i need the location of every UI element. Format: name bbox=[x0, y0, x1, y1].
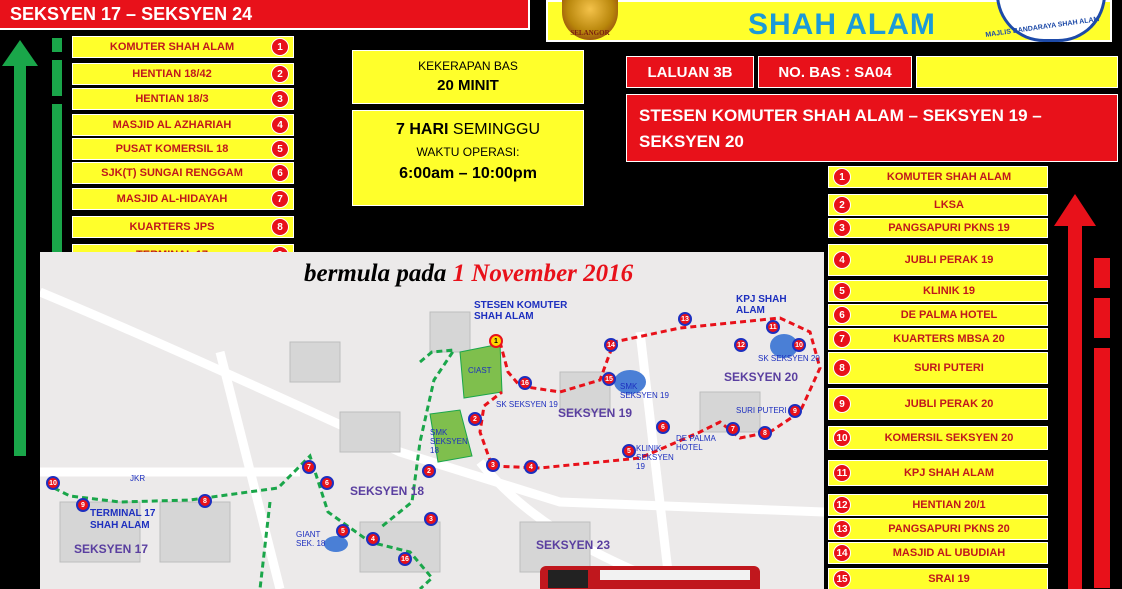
stop-number-badge: 7 bbox=[833, 330, 851, 348]
hours-value: 6:00am – 10:00pm bbox=[399, 165, 537, 182]
left-stop-item[interactable] bbox=[72, 188, 294, 210]
right-stop-item[interactable] bbox=[828, 166, 1048, 188]
label-klinik-19: KLINIK SEKSYEN 19 bbox=[636, 444, 674, 471]
frequency-value: 20 MINIT bbox=[437, 77, 499, 94]
right-stop-item[interactable] bbox=[828, 304, 1048, 326]
stop-number-badge: 3 bbox=[271, 90, 289, 108]
stop-name: PANGSAPURI PKNS 19 bbox=[888, 222, 1010, 234]
map-stop-marker[interactable]: 8 bbox=[198, 494, 212, 508]
start-prefix: bermula pada bbox=[304, 260, 447, 287]
upward-direction-arrow-icon bbox=[0, 38, 40, 458]
stop-name: LKSA bbox=[934, 199, 964, 211]
right-stop-item[interactable] bbox=[828, 518, 1048, 540]
council-seal-text: MAJLIS BANDARAYA SHAH ALAM bbox=[985, 16, 1100, 39]
map-stop-marker[interactable]: 4 bbox=[524, 460, 538, 474]
stop-number-badge: 5 bbox=[833, 282, 851, 300]
map-stop-marker[interactable]: 5 bbox=[336, 524, 350, 538]
left-stop-item[interactable] bbox=[72, 114, 294, 136]
bus-number-label: NO. BAS : SA04 bbox=[758, 56, 912, 88]
right-stop-item[interactable] bbox=[828, 280, 1048, 302]
stop-name: KOMUTER SHAH ALAM bbox=[886, 171, 1012, 183]
label-seksyen-20: SEKSYEN 20 bbox=[724, 370, 799, 384]
stop-name: MASJID AL UBUDIAH bbox=[892, 547, 1006, 559]
dashed-direction-line-icon bbox=[1092, 254, 1112, 589]
map-stop-marker[interactable]: 4 bbox=[366, 532, 380, 546]
stop-name: HENTIAN 20/1 bbox=[912, 499, 986, 511]
map-stop-marker[interactable]: 14 bbox=[604, 338, 618, 352]
label-suri-puteri: SURI PUTERI bbox=[736, 406, 787, 415]
stop-number-badge: 10 bbox=[833, 429, 851, 447]
map-stop-marker[interactable]: 9 bbox=[76, 498, 90, 512]
stop-number-badge: 9 bbox=[833, 395, 851, 413]
stop-name: MASJID AL-HIDAYAH bbox=[116, 192, 228, 205]
service-start-text bbox=[304, 260, 633, 288]
right-stop-item[interactable] bbox=[828, 328, 1048, 350]
label-seksyen-17: SEKSYEN 17 bbox=[74, 542, 149, 556]
stop-number-badge: 2 bbox=[833, 196, 851, 214]
map-stop-marker[interactable]: 9 bbox=[788, 404, 802, 418]
right-stop-item[interactable] bbox=[828, 244, 1048, 276]
label-kpj: KPJ SHAH ALAM bbox=[736, 294, 787, 316]
map-stop-marker[interactable]: 6 bbox=[320, 476, 334, 490]
stop-number-badge: 7 bbox=[271, 190, 289, 208]
stop-name: MASJID AL AZHARIAH bbox=[112, 118, 232, 131]
stop-name: JUBLI PERAK 20 bbox=[904, 398, 994, 410]
left-stop-item[interactable] bbox=[72, 36, 294, 58]
crest-label: SELANGOR bbox=[570, 29, 610, 37]
label-seksyen-19: SEKSYEN 19 bbox=[558, 406, 633, 420]
stop-number-badge: 1 bbox=[271, 38, 289, 56]
label-jkr: JKR bbox=[130, 474, 146, 483]
map-stop-marker[interactable]: 6 bbox=[656, 420, 670, 434]
stop-number-badge: 11 bbox=[833, 464, 851, 482]
right-stop-item[interactable] bbox=[828, 426, 1048, 450]
route-name: STESEN KOMUTER SHAH ALAM – SEKSYEN 19 – SEKSYEN 20 bbox=[626, 94, 1118, 162]
stop-name: KOMERSIL SEKSYEN 20 bbox=[884, 432, 1014, 444]
operating-days-box bbox=[352, 110, 584, 206]
stop-name: KPJ SHAH ALAM bbox=[903, 467, 995, 479]
right-stop-item[interactable] bbox=[828, 494, 1048, 516]
map-stop-marker[interactable]: 10 bbox=[792, 338, 806, 352]
stop-number-badge: 14 bbox=[833, 544, 851, 562]
map-stop-marker[interactable]: 16 bbox=[398, 552, 412, 566]
stop-number-badge: 15 bbox=[833, 570, 851, 588]
label-smk-18: SMK SEKSYEN 18 bbox=[430, 428, 468, 455]
label-seksyen-23: SEKSYEN 23 bbox=[536, 538, 611, 552]
map-stop-marker[interactable]: 1 bbox=[489, 334, 503, 348]
right-stop-item[interactable] bbox=[828, 388, 1048, 420]
map-stop-marker[interactable]: 7 bbox=[726, 422, 740, 436]
stop-number-badge: 6 bbox=[833, 306, 851, 324]
left-stop-item[interactable] bbox=[72, 63, 294, 85]
label-ciast: CIAST bbox=[468, 366, 492, 375]
map-stop-marker[interactable]: 7 bbox=[302, 460, 316, 474]
stop-number-badge: 8 bbox=[833, 359, 851, 377]
stop-number-badge: 2 bbox=[271, 65, 289, 83]
stop-number-badge: 12 bbox=[833, 496, 851, 514]
label-sk-20: SK SEKSYEN 20 bbox=[758, 354, 820, 363]
map-stop-marker[interactable]: 3 bbox=[486, 458, 500, 472]
right-stop-item[interactable] bbox=[828, 352, 1048, 384]
stop-name: KUARTERS JPS bbox=[129, 220, 215, 233]
route-map[interactable] bbox=[40, 252, 824, 589]
stop-name: KOMUTER SHAH ALAM bbox=[109, 40, 235, 53]
right-stop-item[interactable] bbox=[828, 218, 1048, 238]
right-stop-item[interactable] bbox=[828, 460, 1048, 486]
stop-number-badge: 4 bbox=[833, 251, 851, 269]
map-stop-marker[interactable]: 11 bbox=[766, 320, 780, 334]
label-stesen-komuter: STESEN KOMUTER SHAH ALAM bbox=[474, 300, 568, 322]
stop-name: KLINIK 19 bbox=[923, 285, 975, 297]
map-stop-marker[interactable]: 2 bbox=[468, 412, 482, 426]
stop-number-badge: 4 bbox=[271, 116, 289, 134]
map-stop-marker[interactable]: 13 bbox=[678, 312, 692, 326]
label-giant: GIANT SEK. 18 bbox=[296, 530, 326, 548]
left-stop-item[interactable] bbox=[72, 216, 294, 238]
map-background bbox=[40, 252, 824, 589]
logo-panel bbox=[546, 0, 1112, 42]
stop-number-badge: 6 bbox=[271, 164, 289, 182]
map-stop-marker[interactable]: 3 bbox=[424, 512, 438, 526]
right-stop-item[interactable] bbox=[828, 542, 1048, 564]
map-stop-marker[interactable]: 8 bbox=[758, 426, 772, 440]
route-title-seksyen-17-24: SEKSYEN 17 – SEKSYEN 24 bbox=[0, 0, 530, 30]
left-stop-item[interactable] bbox=[72, 162, 294, 184]
stop-name: PANGSAPURI PKNS 20 bbox=[888, 523, 1010, 535]
right-stop-item[interactable] bbox=[828, 194, 1048, 216]
stop-number-badge: 5 bbox=[271, 140, 289, 158]
label-sk-19: SK SEKSYEN 19 bbox=[496, 400, 558, 409]
route-number-label: LALUAN 3B bbox=[626, 56, 754, 88]
stop-name: JUBLI PERAK 19 bbox=[904, 254, 994, 266]
map-stop-marker[interactable]: 2 bbox=[422, 464, 436, 478]
label-terminal-17: TERMINAL 17 SHAH ALAM bbox=[90, 508, 156, 531]
map-stop-marker[interactable]: 12 bbox=[734, 338, 748, 352]
left-stop-item[interactable] bbox=[72, 138, 294, 160]
bus-icon bbox=[540, 558, 760, 589]
map-stop-marker[interactable]: 15 bbox=[602, 372, 616, 386]
frequency-box bbox=[352, 50, 584, 104]
map-stop-marker[interactable]: 16 bbox=[518, 376, 532, 390]
bus-number-blank bbox=[916, 56, 1118, 88]
stop-number-badge: 8 bbox=[271, 218, 289, 236]
hours-label: WAKTU OPERASI: bbox=[416, 145, 520, 159]
stop-number-badge: 1 bbox=[833, 168, 851, 186]
start-date: 1 November 2016 bbox=[452, 260, 634, 287]
stop-name: PUSAT KOMERSIL 18 bbox=[115, 142, 229, 155]
stop-name: DE PALMA HOTEL bbox=[900, 309, 998, 321]
label-de-palma: DE PALMA HOTEL bbox=[676, 434, 716, 452]
frequency-label: KEKERAPAN BAS bbox=[418, 59, 518, 73]
stop-name: SRAI 19 bbox=[928, 573, 970, 585]
days-value: 7 HARI bbox=[395, 121, 449, 138]
city-title: SHAH ALAM bbox=[748, 8, 936, 41]
map-stop-marker[interactable]: 5 bbox=[622, 444, 636, 458]
label-smk-19: SMK SEKSYEN 19 bbox=[620, 382, 669, 400]
stop-name: HENTIAN 18/3 bbox=[135, 92, 209, 105]
stop-name: HENTIAN 18/42 bbox=[132, 67, 212, 80]
stop-name: SURI PUTERI bbox=[914, 362, 984, 374]
days-suffix: SEMINGGU bbox=[452, 121, 541, 138]
right-stop-item[interactable] bbox=[828, 568, 1048, 589]
stop-name: KUARTERS MBSA 20 bbox=[893, 333, 1005, 345]
stop-number-badge: 13 bbox=[833, 520, 851, 538]
label-seksyen-18: SEKSYEN 18 bbox=[350, 484, 425, 498]
stop-name: SJK(T) SUNGAI RENGGAM bbox=[101, 166, 243, 179]
stop-number-badge: 3 bbox=[833, 219, 851, 237]
left-stop-item[interactable] bbox=[72, 88, 294, 110]
map-stop-marker[interactable]: 10 bbox=[46, 476, 60, 490]
